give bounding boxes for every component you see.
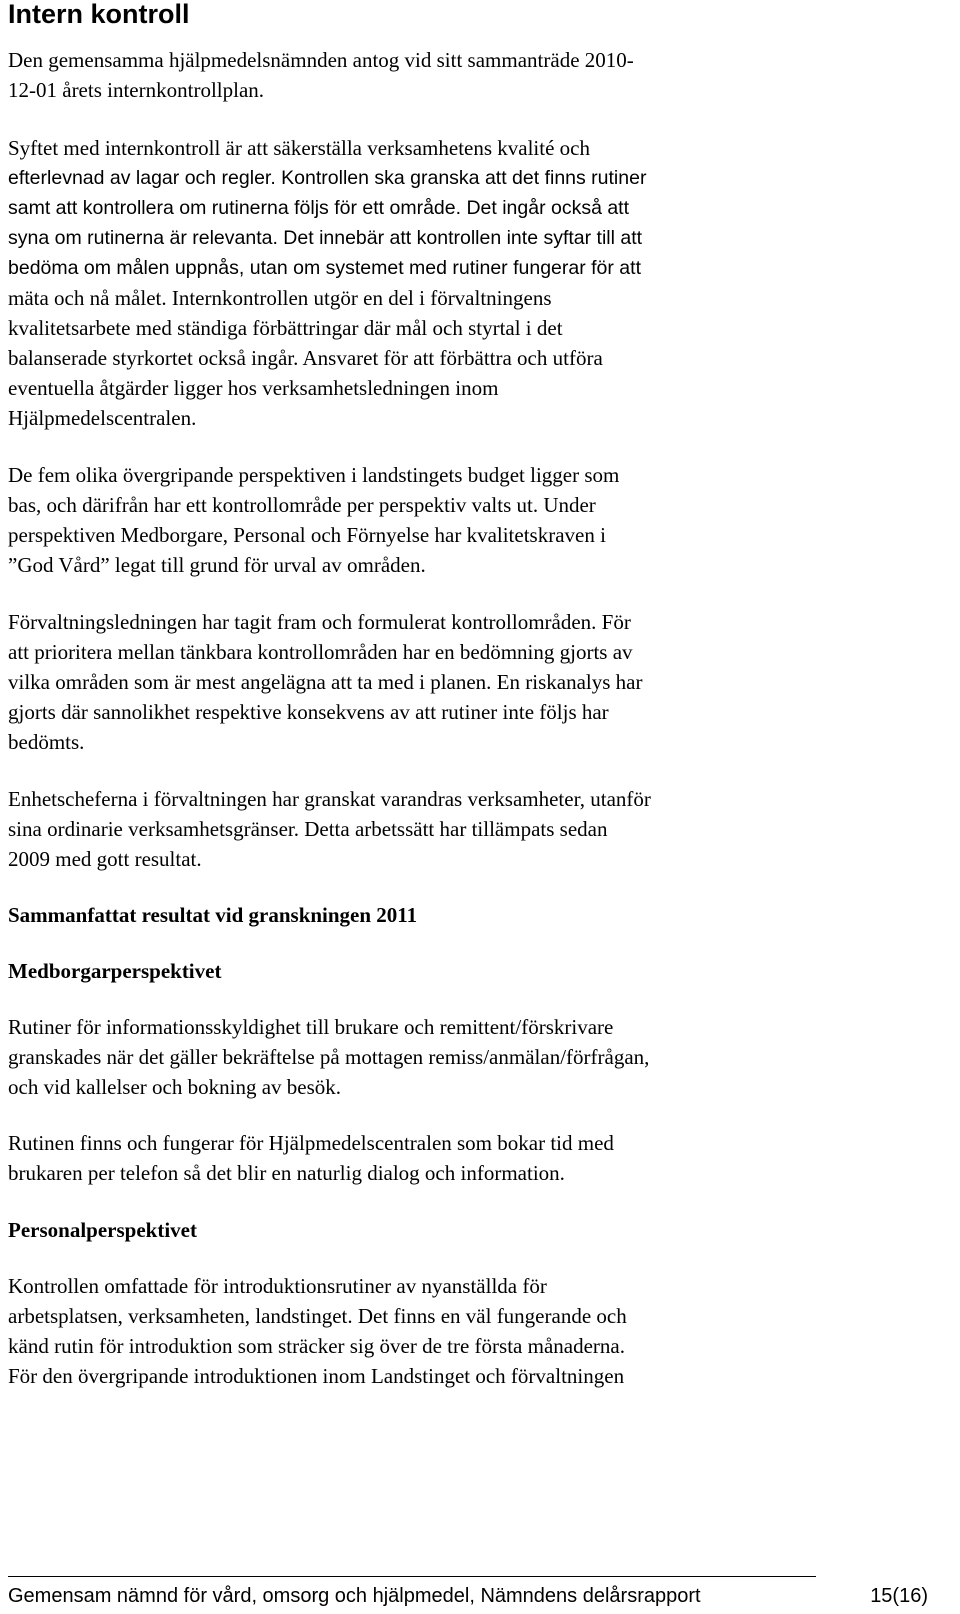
intro-line: 12-01 årets internkontrollplan.: [8, 78, 265, 102]
purpose-line: eventuella åtgärder ligger hos verksamhetsledningen inom: [8, 376, 499, 400]
purpose-line: mäta och nå målet. Internkontrollen utgör en del i förvaltningens: [8, 286, 552, 310]
citizen-routine-line: Rutinen finns och fungerar för Hjälpmedelscentralen som bokar tid med: [8, 1131, 614, 1155]
personnel-line: arbetsplatsen, verksamheten, landstinget. Det finns en väl fungerande och: [8, 1304, 627, 1328]
footer-title: Gemensam nämnd för vård, omsorg och hjälpmedel, Nämndens delårsrapport: [8, 1585, 701, 1607]
intro-line: Den gemensamma hjälpmedelsnämnden antog vid sitt sammanträde 2010-: [8, 48, 634, 72]
perspectives-line: De fem olika övergripande perspektiven i landstingets budget ligger som: [8, 463, 620, 487]
purpose-line: kvalitetsarbete med ständiga förbättringar där mål och styrtal i det: [8, 316, 563, 340]
personnel-paragraph: [8, 1271, 627, 1391]
purpose-line: samt att kontrollera om rutinerna följs för ett område. Det ingår också att: [8, 197, 630, 219]
personnel-line: Kontrollen omfattade för introduktionsrutiner av nyanställda för: [8, 1274, 547, 1298]
purpose-line: Hjälpmedelscentralen.: [8, 406, 197, 430]
intro-paragraph: [8, 45, 634, 105]
management-line: att prioritera mellan tänkbara kontrollområden har en bedömning gjorts av: [8, 640, 633, 664]
purpose-line: syna om rutinerna är relevanta. Det innebär att kontrollen inte syftar till att: [8, 227, 643, 249]
citizen-line: och vid kallelser och bokning av besök.: [8, 1075, 342, 1099]
citizen-heading: Medborgarperspektivet: [8, 959, 222, 983]
citizen-paragraph: [8, 1012, 649, 1102]
management-line: bedömts.: [8, 730, 85, 754]
footer-divider: [8, 1576, 816, 1577]
unit-heads-line: sina ordinarie verksamhetsgränser. Detta arbetssätt har tillämpats sedan: [8, 817, 608, 841]
purpose-line: efterlevnad av lagar och regler. Kontrollen ska granska att det finns rutiner: [8, 167, 647, 189]
personnel-line: känd rutin för introduktion som sträcker sig över de tre första månaderna.: [8, 1334, 625, 1358]
management-paragraph: [8, 607, 642, 757]
management-line: vilka områden som är mest angelägna att ta med i planen. En riskanalys har: [8, 670, 643, 694]
citizen-line: Rutiner för informationsskyldighet till brukare och remittent/förskrivare: [8, 1015, 614, 1039]
management-line: gjorts där sannolikhet respektive konsekvens av att rutiner inte följs har: [8, 700, 609, 724]
perspectives-line: perspektiven Medborgare, Personal och Förnyelse har kvalitetskraven i: [8, 523, 606, 547]
citizen-routine-paragraph: [8, 1128, 614, 1188]
unit-heads-paragraph: [8, 784, 651, 874]
unit-heads-line: 2009 med gott resultat.: [8, 847, 202, 871]
personnel-line: För den övergripande introduktionen inom Landstinget och förvaltningen: [8, 1364, 625, 1388]
purpose-paragraph: [8, 133, 646, 433]
perspectives-line: ”God Vård” legat till grund för urval av områden.: [8, 553, 426, 577]
citizen-line: granskades när det gäller bekräftelse på mottagen remiss/anmälan/förfrågan,: [8, 1045, 650, 1069]
purpose-line: balanserade styrkortet också ingår. Ansvaret för att förbättra och utföra: [8, 346, 603, 370]
summary-heading: Sammanfattat resultat vid granskningen 2011: [8, 903, 418, 927]
purpose-line: Syftet med internkontroll är att säkerställa verksamhetens kvalité och: [8, 136, 590, 160]
purpose-line: bedöma om målen uppnås, utan om systemet med rutiner fungerar för att: [8, 257, 641, 279]
management-line: Förvaltningsledningen har tagit fram och formulerat kontrollområden. För: [8, 610, 631, 634]
personnel-heading: Personalperspektivet: [8, 1218, 197, 1242]
perspectives-paragraph: [8, 460, 619, 580]
perspectives-line: bas, och därifrån har ett kontrollområde per perspektiv valts ut. Under: [8, 493, 596, 517]
page-number: 15(16): [870, 1585, 928, 1607]
citizen-routine-line: brukaren per telefon så det blir en naturlig dialog och information.: [8, 1161, 565, 1185]
page-title: Intern kontroll: [8, 0, 190, 29]
unit-heads-line: Enhetscheferna i förvaltningen har granskat varandras verksamheter, utanför: [8, 787, 651, 811]
